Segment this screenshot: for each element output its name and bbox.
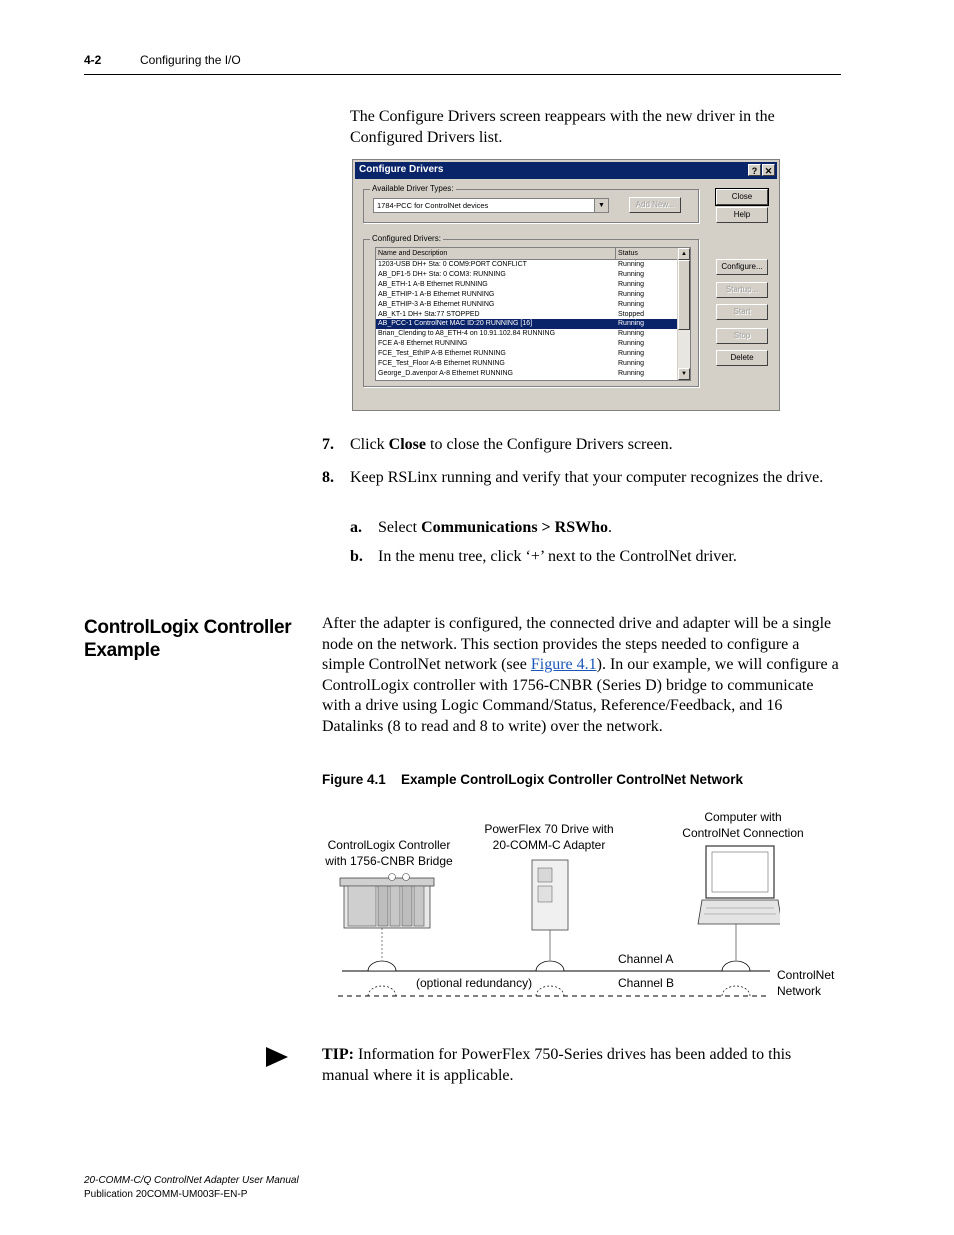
help-icon[interactable]: ? [748, 164, 761, 176]
header-rule [84, 74, 841, 75]
driver-type-select[interactable] [373, 198, 609, 213]
tip-arrow-icon [266, 1047, 288, 1067]
footer-manual: 20-COMM-C/Q ControlNet Adapter User Manual [84, 1175, 299, 1186]
driver-row[interactable] [376, 260, 678, 270]
delete-button[interactable]: Delete [716, 350, 768, 366]
configure-drivers-dialog [352, 159, 780, 411]
step-b-text: In the menu tree, click ‘+’ next to the ControlNet driver. [378, 548, 737, 565]
driver-status: Running [618, 270, 645, 278]
driver-name: FCE A-8 Ethernet RUNNING [378, 340, 468, 348]
step-8-text: Keep RSLinx running and verify that your computer recognizes the drive. [350, 469, 824, 486]
driver-name: AB_KT-1 DH+ Sta:77 STOPPED [378, 310, 480, 318]
driver-row[interactable] [376, 369, 678, 379]
driver-row[interactable] [376, 349, 678, 359]
section-body: After the adapter is configured, the connected drive and adapter will be a single node on the network. This section provides the steps needed to configure a simple ControlNet network (see Figure 4.1). In our example, we will configure a ControlLogix controller with 1756-CNBR (Series D) bridge to communicate with a drive using Logic Command/Status, Reference/Feedback, and 16 Datalinks (8 to read and 8 to write) over the network. [322, 615, 839, 735]
driver-type-value: 1784-PCC for ControlNet devices [377, 201, 489, 210]
step-b-number: b. [350, 548, 363, 565]
running-header: Configuring the I/O [140, 53, 241, 67]
scroll-up-icon[interactable]: ▲ [678, 248, 690, 260]
scroll-thumb[interactable] [678, 260, 690, 330]
footer-publication: Publication 20COMM-UM003F-EN-P [84, 1189, 248, 1200]
step-a [350, 518, 362, 539]
page-number: 4-2 [84, 53, 102, 67]
driver-row[interactable] [376, 319, 678, 329]
intro-paragraph: The Configure Drivers screen reappears with the new driver in the Configured Drivers list. [350, 108, 775, 146]
driver-name: FCE_Test_Floor A-B Ethernet RUNNING [378, 360, 505, 367]
driver-row[interactable] [376, 280, 678, 290]
driver-name: AB_ETHIP-1 A-B Ethernet RUNNING [378, 290, 495, 298]
driver-row[interactable] [376, 310, 678, 320]
computer [698, 846, 780, 960]
driver-row[interactable] [376, 339, 678, 349]
driver-status: Running [618, 350, 645, 358]
driver-row[interactable] [376, 270, 678, 280]
network-diagram [330, 840, 780, 1010]
available-drivers-label: Available Driver Types: [372, 184, 454, 193]
section-heading: ControlLogix Controller Example [84, 617, 292, 661]
driver-name: AB_DF1-5 DH+ Sta: 0 COM3: RUNNING [378, 270, 506, 278]
step-7-text: Click Close to close the Configure Drivers screen. [350, 436, 673, 453]
list-header [376, 248, 678, 260]
channel-b-label: Channel B [618, 976, 675, 990]
channel-a-label: Channel A [618, 952, 674, 966]
driver-status: Running [618, 360, 645, 367]
tap-drive-a [536, 961, 564, 971]
driver-row[interactable] [376, 329, 678, 339]
dialog-title-bar [355, 162, 777, 179]
step-8-number: 8. [322, 469, 334, 486]
step-a-text: Select Communications > RSWho. [378, 519, 613, 536]
driver-status: Running [618, 261, 645, 268]
start-button[interactable]: Start [716, 304, 768, 320]
dialog-title: Configure Drivers [359, 164, 444, 175]
figure-title: Example ControlLogix Controller ControlNet Network [401, 772, 744, 787]
driver-name: 1203-USB DH+ Sta: 0 COM9:PORT CONFLICT [378, 261, 527, 268]
powerflex-drive [532, 860, 568, 960]
column-name-header[interactable]: Name and Description [376, 248, 616, 259]
tip-paragraph: TIP: Information for PowerFlex 750-Series drives has been added to this manual where it is applicable. [322, 1046, 792, 1084]
driver-status: Running [618, 320, 645, 328]
tap-controller-a [368, 961, 396, 971]
driver-name: AB_ETHIP-3 A-B Ethernet RUNNING [378, 300, 495, 308]
configured-drivers-list[interactable] [375, 247, 691, 381]
tap-computer-a [722, 961, 750, 971]
computer-label: Computer with ControlNet Connection [682, 810, 804, 840]
chevron-down-icon[interactable]: ▼ [594, 199, 608, 212]
driver-name: George_D.avenpor A-8 Ethernet RUNNING [378, 369, 514, 377]
drive-label: PowerFlex 70 Drive with 20-COMM-C Adapter [484, 822, 614, 852]
driver-row[interactable] [376, 290, 678, 300]
driver-status: Stopped [618, 310, 645, 318]
add-new-button[interactable]: Add New... [629, 197, 681, 213]
figure-link[interactable]: Figure 4.1 [530, 656, 597, 673]
column-status-header[interactable]: Status [616, 248, 678, 259]
driver-name: AB_PCC-1 ControlNet MAC ID:20 RUNNING [16] [378, 320, 533, 328]
driver-status: Running [618, 340, 645, 348]
help-button[interactable]: Help [716, 207, 768, 223]
step-7 [322, 435, 334, 456]
step-7-number: 7. [322, 436, 334, 453]
step-a-number: a. [350, 519, 362, 536]
driver-name: FCE_Test_EthIP A-B Ethernet RUNNING [378, 350, 506, 358]
step-b [350, 547, 363, 568]
driver-row[interactable] [376, 359, 678, 369]
driver-status: Running [618, 290, 645, 298]
driver-status: Running [618, 369, 645, 377]
controller-label: ControlLogix Controller with 1756-CNBR Bridge [325, 838, 453, 868]
figure-number: Figure 4.1 [322, 772, 386, 787]
step-8 [322, 468, 334, 489]
configure-button[interactable]: Configure... [716, 259, 768, 275]
close-icon[interactable]: ✕ [762, 164, 775, 176]
scroll-down-icon[interactable]: ▼ [678, 368, 690, 380]
close-button[interactable]: Close [716, 189, 768, 205]
network-label: ControlNet Network [777, 968, 835, 998]
redundancy-label: (optional redundancy) [416, 976, 533, 990]
driver-row[interactable] [376, 300, 678, 310]
list-scrollbar[interactable] [677, 248, 690, 380]
driver-status: Running [618, 330, 645, 338]
configured-drivers-label: Configured Drivers: [372, 234, 441, 243]
controllogix-chassis [340, 874, 434, 961]
driver-status: Running [618, 300, 645, 308]
stop-button[interactable]: Stop [716, 328, 768, 344]
driver-name: Brian_Clending to A8_ETH-4 on 10.91.102.84 RUNNING [378, 330, 556, 338]
startup-button[interactable]: Startup... [716, 282, 768, 298]
driver-status: Running [618, 280, 645, 288]
driver-name: AB_ETH-1 A-B Ethernet RUNNING [378, 280, 488, 288]
